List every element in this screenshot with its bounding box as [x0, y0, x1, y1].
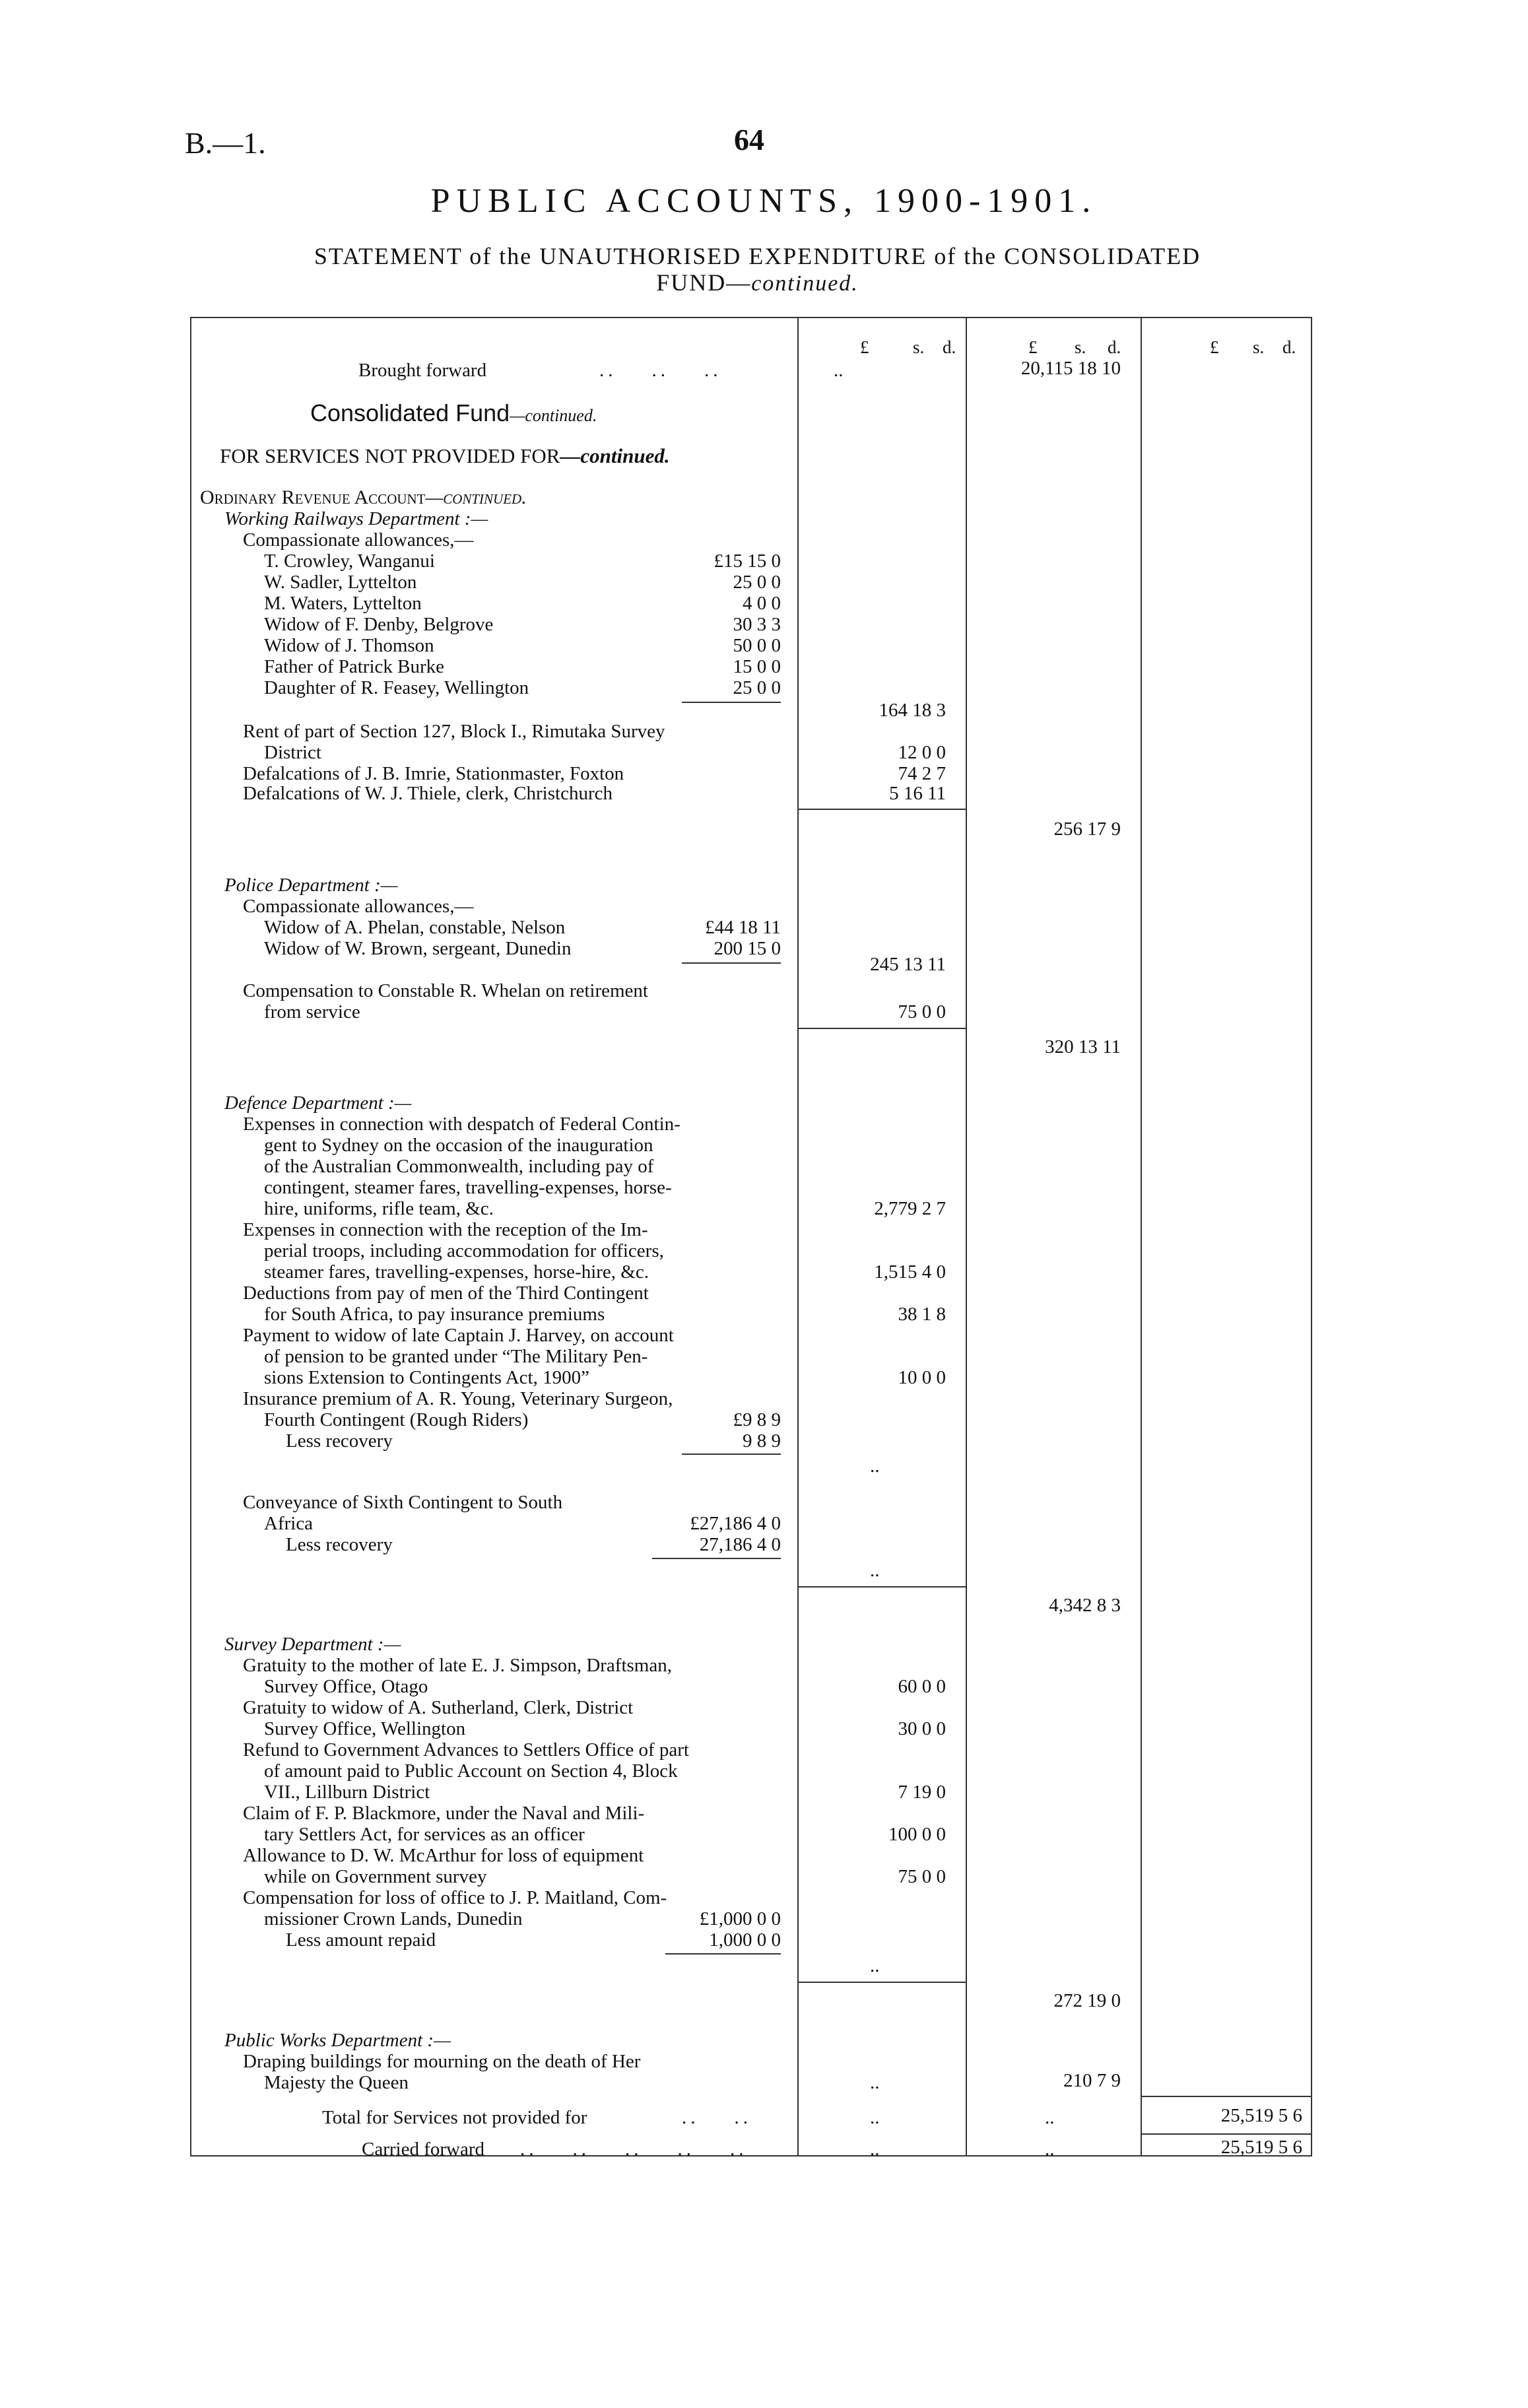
- survey-s5-amount: 75 0 0: [898, 1866, 946, 1887]
- defence-e3-line: Deductions from pay of men of the Third Contingent: [243, 1283, 649, 1304]
- compensation-line-2: from service: [264, 1001, 360, 1022]
- total-services-label: Total for Services not provided for: [322, 2107, 587, 2128]
- defence-e6-amount: £27,186 4 0: [690, 1513, 781, 1534]
- c2-shilling-header: s.: [1075, 337, 1086, 357]
- list-item: W. Sadler, Lyttelton: [264, 572, 417, 593]
- police-heading: Police Department :—: [224, 875, 398, 896]
- defence-e2-line: Expenses in connection with the reception of the Im-: [243, 1219, 648, 1240]
- subtitle-line-1: STATEMENT of the UNAUTHORISED EXPENDITURE of the CONSOLIDATED: [314, 243, 1201, 269]
- list-item-amount: £44 18 11: [705, 917, 781, 938]
- survey-s4-line: Claim of F. P. Blackmore, under the Naval and Mili-: [243, 1803, 645, 1824]
- defence-e4-line: Payment to widow of late Captain J. Harvey, on account: [243, 1325, 674, 1346]
- police-subtotal: 245 13 11: [870, 954, 946, 975]
- total-services-c3: 25,519 5 6: [1220, 2105, 1302, 2126]
- subtotal-rule: [682, 1454, 781, 1455]
- public-works-heading: Public Works Department :—: [224, 2030, 451, 2051]
- survey-s6-less-amount: 1,000 0 0: [709, 1929, 781, 1951]
- survey-s2-line: Survey Office, Wellington: [264, 1718, 466, 1739]
- defence-e5-less: Less recovery: [286, 1430, 393, 1452]
- defence-e4-line: sions Extension to Contingents Act, 1900”: [264, 1367, 589, 1388]
- survey-s2-line: Gratuity to widow of A. Sutherland, Clerk, District: [243, 1697, 634, 1718]
- subtotal-rule: [665, 1953, 781, 1955]
- list-item: Widow of A. Phelan, constable, Nelson: [264, 917, 566, 938]
- consolidated-fund-heading: Consolidated Fund—continued.: [310, 399, 597, 426]
- list-item-amount: £15 15 0: [714, 551, 781, 572]
- defence-e1-line: of the Australian Commonwealth, including pay of: [264, 1156, 654, 1177]
- railways-heading: Working Railways Department :—: [224, 508, 488, 529]
- defence-total: 4,342 8 3: [1049, 1595, 1121, 1616]
- brought-forward-c1: ..: [834, 360, 844, 381]
- defence-e1-line: hire, uniforms, rifle team, &c.: [264, 1198, 494, 1219]
- defence-e6-net: ..: [870, 1560, 880, 1581]
- survey-s1-line: Gratuity to the mother of late E. J. Simpson, Draftsman,: [243, 1655, 672, 1676]
- list-item: Father of Patrick Burke: [264, 656, 445, 677]
- list-item: Daughter of R. Feasey, Wellington: [264, 677, 529, 698]
- survey-s2-amount: 30 0 0: [898, 1718, 946, 1739]
- total-rule: [797, 809, 966, 810]
- survey-s4-line: tary Settlers Act, for services as an officer: [264, 1824, 585, 1845]
- defence-e5-amount: £9 8 9: [733, 1409, 781, 1430]
- leader-dots: .. .. ..: [599, 360, 722, 381]
- table-right-rule: [1311, 317, 1312, 2155]
- c2-pence-header: d.: [1108, 337, 1121, 357]
- defence-e3-line: for South Africa, to pay insurance premiums: [264, 1304, 605, 1325]
- statement-subtitle: [185, 243, 1330, 297]
- survey-s1-line: Survey Office, Otago: [264, 1676, 428, 1697]
- c2-pound-header: £: [1028, 337, 1038, 357]
- total-services-c1: ..: [870, 2107, 880, 2128]
- list-item-amount: 200 15 0: [714, 938, 781, 959]
- public-works-c1: ..: [870, 2072, 880, 2093]
- rent-line-1: Rent of part of Section 127, Block I., Rimutaka Survey: [243, 721, 665, 742]
- total-services-c2: ..: [1045, 2107, 1055, 2128]
- police-total: 320 13 11: [1045, 1036, 1121, 1057]
- list-item: Widow of J. Thomson: [264, 635, 434, 656]
- list-item-amount: 25 0 0: [733, 677, 781, 698]
- defence-e2-amount: 1,515 4 0: [874, 1261, 946, 1283]
- police-compassionate: Compassionate allowances,—: [243, 896, 474, 917]
- carried-forward-c2: ..: [1045, 2139, 1055, 2160]
- railways-subtotal: 164 18 3: [879, 700, 946, 721]
- list-item: M. Waters, Lyttelton: [264, 593, 422, 614]
- carried-forward-c3: 25,519 5 6: [1220, 2137, 1302, 2158]
- total-rule: [797, 1586, 966, 1588]
- survey-s3-line: VII., Lillburn District: [264, 1782, 430, 1803]
- table-bottom-rule: [190, 2155, 1312, 2157]
- defalcation-thiele: Defalcations of W. J. Thiele, clerk, Christchurch: [243, 783, 613, 804]
- expenditure-table: [190, 317, 1312, 2160]
- public-works-line-2: Majesty the Queen: [264, 2072, 409, 2093]
- defence-e6-less: Less recovery: [286, 1534, 393, 1555]
- list-item-amount: 15 0 0: [733, 656, 781, 677]
- list-item-amount: 25 0 0: [733, 572, 781, 593]
- leader-dots: .. .. .. .. ..: [520, 2139, 748, 2160]
- defence-e4-amount: 10 0 0: [898, 1367, 946, 1388]
- survey-s5-line: while on Government survey: [264, 1866, 487, 1887]
- survey-total: 272 19 0: [1053, 1990, 1121, 2011]
- list-item-amount: 4 0 0: [743, 593, 781, 614]
- col3-divider: [1141, 317, 1142, 2155]
- survey-s6-line-1: Compensation for loss of office to J. P. Maitland, Com-: [243, 1887, 667, 1908]
- defence-e2-line: steamer fares, travelling-expenses, horse-hire, &c.: [264, 1261, 649, 1283]
- list-item: Widow of W. Brown, sergeant, Dunedin: [264, 938, 572, 959]
- defence-e5-less-amount: 9 8 9: [743, 1430, 781, 1452]
- defence-e6-less-amount: 27,186 4 0: [699, 1534, 781, 1555]
- defence-e5-line-2: Fourth Contingent (Rough Riders): [264, 1409, 529, 1430]
- defalcation-thiele-amount: 5 16 11: [889, 783, 946, 804]
- total-rule: [1141, 2096, 1311, 2097]
- survey-s6-line-2: missioner Crown Lands, Dunedin: [264, 1908, 523, 1929]
- public-works-c2: 210 7 9: [1063, 2070, 1121, 2091]
- page-number: 64: [734, 123, 764, 156]
- compensation-amount: 75 0 0: [898, 1001, 946, 1022]
- survey-s4-amount: 100 0 0: [888, 1824, 946, 1845]
- defence-e5-net: ..: [870, 1455, 880, 1477]
- survey-s6-less: Less amount repaid: [286, 1929, 436, 1951]
- col2-divider: [966, 317, 967, 2155]
- c3-pound-header: £: [1210, 337, 1219, 357]
- total-rule: [797, 1982, 966, 1983]
- list-item: T. Crowley, Wanganui: [264, 551, 435, 572]
- defence-e3-amount: 38 1 8: [898, 1304, 946, 1325]
- document-reference: B.—1.: [185, 126, 266, 160]
- public-works-line-1: Draping buildings for mourning on the death of Her: [243, 2051, 641, 2072]
- services-heading: FOR SERVICES NOT PROVIDED FOR—continued.: [220, 444, 670, 467]
- survey-s3-line: of amount paid to Public Account on Section 4, Block: [264, 1760, 678, 1782]
- list-item-amount: 30 3 3: [733, 614, 781, 635]
- total-rule: [797, 1028, 966, 1029]
- page-title: PUBLIC ACCOUNTS, 1900-1901.: [430, 182, 1098, 220]
- survey-s5-line: Allowance to D. W. McArthur for loss of equipment: [243, 1845, 644, 1866]
- survey-s1-amount: 60 0 0: [898, 1676, 946, 1697]
- railways-total: 256 17 9: [1053, 819, 1121, 840]
- defalcation-imrie: Defalcations of J. B. Imrie, Stationmaster, Foxton: [243, 763, 624, 784]
- defence-e6-line-1: Conveyance of Sixth Contingent to South: [243, 1492, 563, 1513]
- table-top-rule: [190, 317, 1312, 318]
- c1-pence-header: d.: [943, 337, 956, 357]
- defence-e1-amount: 2,779 2 7: [874, 1198, 946, 1219]
- subtotal-rule: [682, 962, 781, 964]
- subtotal-rule: [682, 702, 781, 703]
- col1-divider: [797, 317, 799, 2155]
- defence-e1-line: Expenses in connection with despatch of Federal Contin-: [243, 1114, 681, 1135]
- total-rule: [1141, 2133, 1311, 2135]
- brought-forward-c2: 20,115 18 10: [1020, 358, 1121, 379]
- rent-line-2: District: [264, 742, 321, 763]
- carried-forward-label: Carried forward: [362, 2139, 484, 2160]
- c3-pence-header: d.: [1282, 337, 1296, 357]
- list-item-amount: 50 0 0: [733, 635, 781, 656]
- brought-forward-label: Brought forward: [358, 360, 487, 381]
- c3-shilling-header: s.: [1253, 337, 1265, 357]
- table-left-rule: [190, 317, 191, 2155]
- defalcation-imrie-amount: 74 2 7: [898, 763, 946, 784]
- defence-e4-line: of pension to be granted under “The Military Pen-: [264, 1346, 648, 1367]
- survey-s3-amount: 7 19 0: [898, 1782, 946, 1803]
- defence-e6-line-2: Africa: [264, 1513, 314, 1534]
- carried-forward-c1: ..: [870, 2139, 880, 2160]
- survey-heading: Survey Department :—: [224, 1634, 401, 1655]
- defence-e5-line-1: Insurance premium of A. R. Young, Veterinary Surgeon,: [243, 1388, 673, 1409]
- leader-dots: .. ..: [682, 2107, 752, 2128]
- c1-shilling-header: s.: [913, 337, 925, 357]
- compensation-line-1: Compensation to Constable R. Whelan on retirement: [243, 980, 648, 1001]
- defence-heading: Defence Department :—: [224, 1092, 412, 1114]
- list-item: Widow of F. Denby, Belgrove: [264, 614, 494, 635]
- rent-amount: 12 0 0: [898, 742, 946, 763]
- survey-s6-net: ..: [870, 1955, 880, 1976]
- railways-compassionate: Compassionate allowances,—: [243, 529, 474, 551]
- c1-pound-header: £: [860, 337, 869, 357]
- defence-e2-line: perial troops, including accommodation for officers,: [264, 1240, 664, 1261]
- survey-s3-line: Refund to Government Advances to Settlers Office of part: [243, 1739, 689, 1760]
- subtotal-rule: [652, 1558, 781, 1559]
- subtitle-line-2: FUND—: [656, 269, 752, 296]
- ordinary-revenue-heading: Ordinary Revenue Account—continued.: [200, 486, 527, 508]
- defence-e1-line: gent to Sydney on the occasion of the inauguration: [264, 1135, 653, 1156]
- subtitle-continued: continued.: [751, 271, 859, 296]
- defence-e1-line: contingent, steamer fares, travelling-expenses, horse-: [264, 1177, 672, 1198]
- survey-s6-amount: £1,000 0 0: [699, 1908, 781, 1929]
